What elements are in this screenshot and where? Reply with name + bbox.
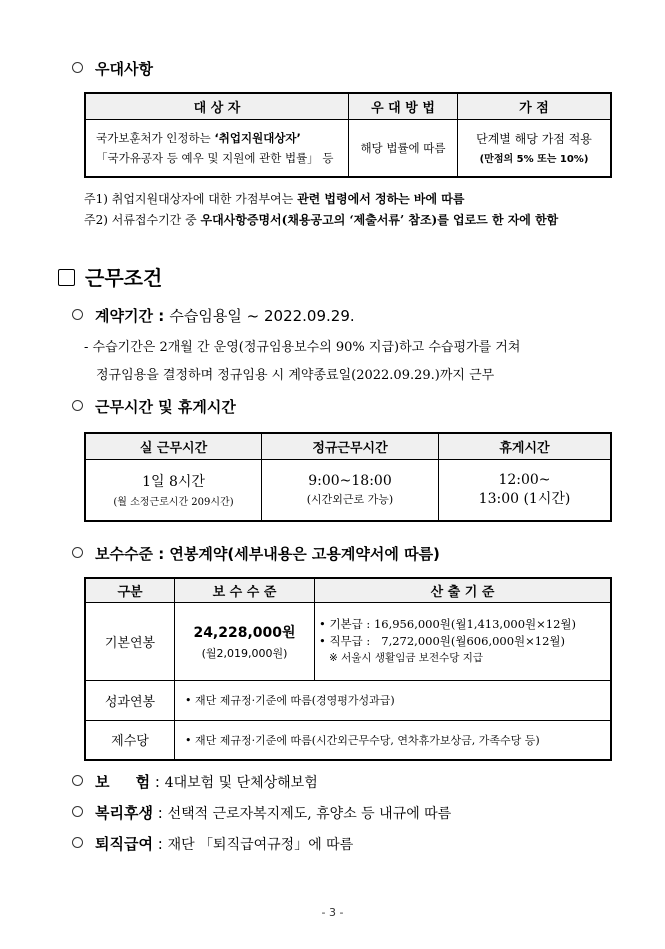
insurance-value: 4대보험 및 단체상해보험 bbox=[164, 775, 318, 791]
basis-base-pay: • 기본급 : 16,956,000원(월1,413,000원×12월) bbox=[319, 616, 577, 631]
circle-bullet-icon bbox=[72, 775, 83, 786]
welfare-label: 복리후생 bbox=[95, 804, 153, 822]
regular-hours-cell bbox=[262, 459, 439, 521]
circle-bullet-icon bbox=[72, 547, 83, 558]
regular-hours-note: (시간외근로 가능) bbox=[306, 492, 394, 506]
contract-detail-2: 정규임용을 결정하며 정규임용 시 계약종료일(2022.09.29.)까지 근무 bbox=[96, 368, 495, 383]
contract-detail-1: - 수습기간은 2개월 간 운영(정규임용보수의 90% 지급)하고 수습평가를 거쳐 bbox=[84, 340, 521, 355]
separator: : bbox=[152, 545, 170, 563]
section-title-text: 근무조건 bbox=[85, 266, 163, 290]
performance-label: 성과연봉 bbox=[85, 680, 175, 720]
base-salary-label: 기본연봉 bbox=[85, 602, 175, 680]
base-salary-basis-cell bbox=[315, 602, 612, 680]
col-header-regular: 정규근무시간 bbox=[262, 433, 439, 459]
allowances-basis: • 재단 제규정·기준에 따름(시간외근무수당, 연차휴가보상금, 가족수당 등) bbox=[175, 720, 612, 760]
salary-label: 보수수준 bbox=[95, 545, 153, 563]
insurance-line bbox=[72, 771, 318, 792]
col-header-actual: 실 근무시간 bbox=[85, 433, 262, 459]
col-header-points: 가 점 bbox=[458, 93, 612, 119]
contract-line bbox=[72, 305, 355, 326]
col-header-method: 우 대 방 법 bbox=[349, 93, 458, 119]
separator: : bbox=[150, 773, 165, 791]
regular-hours-value: 9:00~18:00 bbox=[308, 472, 392, 489]
actual-hours-cell bbox=[85, 459, 262, 521]
note-1 bbox=[84, 190, 464, 207]
note-2-bold: 우대사항증명서(채용공고의 ‘제출서류’ 참조)를 업로드 한 자에 한함 bbox=[200, 213, 559, 227]
points-range: (만점의 5% 또는 10%) bbox=[479, 154, 589, 166]
base-salary-amount-cell bbox=[175, 602, 315, 680]
note-2 bbox=[84, 211, 558, 228]
page-number: - 3 - bbox=[321, 906, 344, 919]
basis-living-wage-note: ※ 서울시 생활임금 보전수당 지급 bbox=[329, 651, 484, 664]
circle-bullet-icon bbox=[72, 62, 83, 73]
note-2-text: 주2) 서류접수기간 중 bbox=[84, 213, 201, 227]
points-text: 단계별 해당 가점 적용 bbox=[476, 132, 592, 147]
target-law-text: 「국가유공자 등 예우 및 지원에 관한 법률」 등 bbox=[96, 150, 334, 165]
points-cell bbox=[458, 119, 612, 177]
contract-value: 수습임용일 ~ 2022.09.29. bbox=[169, 307, 355, 325]
break-hours-start: 12:00~ bbox=[498, 471, 551, 488]
retirement-line bbox=[72, 833, 353, 854]
retirement-label: 퇴직급여 bbox=[95, 835, 153, 853]
base-salary-monthly: (월2,019,000원) bbox=[201, 646, 288, 660]
circle-bullet-icon bbox=[72, 400, 83, 411]
separator: : bbox=[152, 804, 168, 822]
insurance-label: 보 험 bbox=[95, 773, 151, 791]
salary-table bbox=[84, 577, 612, 761]
col-header-level: 보 수 수 준 bbox=[175, 578, 315, 602]
target-cell bbox=[85, 119, 349, 177]
basis-job-pay: • 직무급 : 7,272,000원(월606,000원×12월) bbox=[319, 633, 566, 648]
col-header-break: 휴게시간 bbox=[439, 433, 612, 459]
actual-hours-note: (월 소정근로시간 209시간) bbox=[113, 497, 234, 509]
preference-table bbox=[84, 92, 612, 178]
preference-heading-text: 우대사항 bbox=[95, 60, 153, 78]
separator: : bbox=[152, 307, 170, 325]
salary-value: 연봉계약(세부내용은 고용계약서에 따름) bbox=[169, 545, 440, 563]
circle-bullet-icon bbox=[72, 806, 83, 817]
col-header-category: 구분 bbox=[85, 578, 175, 602]
square-checkbox-icon bbox=[58, 269, 75, 286]
note-1-bold: 관련 법령에서 정하는 바에 따름 bbox=[297, 192, 465, 206]
note-1-text: 주1) 취업지원대상자에 대한 가점부여는 bbox=[84, 192, 298, 206]
hours-heading bbox=[72, 396, 236, 417]
break-hours-end: 13:00 (1시간) bbox=[478, 490, 571, 507]
col-header-target: 대 상 자 bbox=[85, 93, 349, 119]
separator: : bbox=[152, 835, 168, 853]
hours-table bbox=[84, 432, 612, 522]
contract-label: 계약기간 bbox=[95, 307, 153, 325]
circle-bullet-icon bbox=[72, 837, 83, 848]
hours-heading-text: 근무시간 및 휴게시간 bbox=[95, 398, 236, 416]
salary-heading bbox=[72, 543, 440, 564]
retirement-value: 재단 「퇴직급여규정」에 따름 bbox=[167, 837, 354, 853]
base-salary-amount: 24,228,000원 bbox=[193, 624, 296, 641]
method-cell: 해당 법률에 따름 bbox=[349, 119, 458, 177]
col-header-basis: 산 출 기 준 bbox=[315, 578, 612, 602]
target-bold-text: ‘취업지원대상자’ bbox=[214, 130, 301, 145]
welfare-value: 선택적 근로자복지제도, 휴양소 등 내규에 따름 bbox=[167, 806, 452, 822]
preference-heading bbox=[72, 58, 153, 79]
break-hours-cell bbox=[439, 459, 612, 521]
section-title bbox=[58, 262, 162, 291]
circle-bullet-icon bbox=[72, 309, 83, 320]
welfare-line bbox=[72, 802, 451, 823]
actual-hours-value: 1일 8시간 bbox=[142, 474, 205, 491]
allowances-label: 제수당 bbox=[85, 720, 175, 760]
target-text: 국가보훈처가 인정하는 bbox=[96, 130, 215, 145]
performance-basis: • 재단 제규정·기준에 따름(경영평가성과급) bbox=[175, 680, 612, 720]
